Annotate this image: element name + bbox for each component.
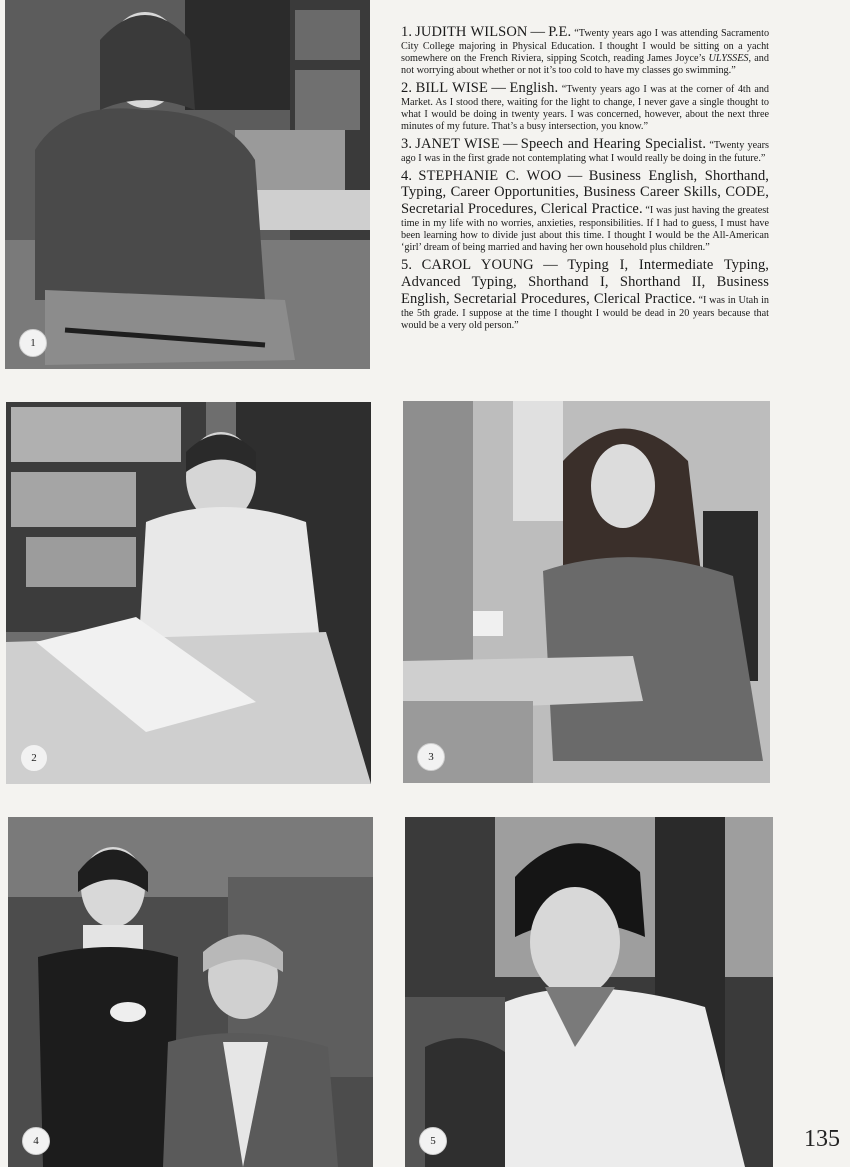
bio-subjects: English. [509,79,559,96]
photo-number-badge: 4 [22,1127,50,1155]
bio-quote: “Twenty years ago I was at the corner of 4th and Market. As I stood there, waiting for the light to change, I never gave a single thought to what I would be doing in twenty years. I was concerned, however, about the next three minutes of my future. That’s a busy intersection, you know.” [401,83,770,132]
photo-number-badge: 1 [19,329,47,357]
bio-name: JUDITH WILSON [415,24,528,40]
bio-subjects: P.E. [548,24,572,40]
photo-scene [405,817,773,1167]
photo-judith-wilson [5,0,370,369]
bio-subjects: Business English, Shorthand, Typing, Career Opportunities, Business Career Skills, CODE, Secretarial Procedures, Clerical Practice. [401,167,770,218]
bio-dash: — [530,24,546,40]
bio-entry [401,136,769,165]
bio-name: STEPHANIE C. WOO [418,167,562,184]
bio-entry [401,168,769,255]
page-number: 135 [804,1126,840,1152]
bio-entry [401,80,769,133]
bio-entry [401,24,769,77]
bio-name: JANET WISE [415,135,500,152]
photo-number-badge: 2 [20,744,48,772]
faculty-bios [401,24,769,335]
bio-subjects: Speech and Hearing Specialist. [520,135,707,152]
photo-scene [8,817,373,1167]
bio-number: 5. [401,257,413,274]
photo-carol-young [405,817,773,1167]
bio-quote: “Twenty years ago I was attending Sacramento City College majoring in Physical Education. I thought I would be sitting on a yacht somewhere on the French Riviera, sipping Scotch, reading James Joyce’s ULYSSES, and not worrying about whether or not it’s too cold to have my classes go swimming.” [401,28,770,76]
bio-quote: “Twenty years ago I was in the first grade not contemplating what I would really be doing in the future.” [401,139,769,164]
photo-number-badge: 3 [417,743,445,771]
photo-janet-wise [403,401,770,783]
bio-dash: — [502,135,518,152]
photo-number-badge: 5 [419,1127,447,1155]
bio-subjects: Typing I, Intermediate Typing, Advanced Typing, Shorthand I, Shorthand II, Business English, Secretarial Procedures, Clerical Practice. [401,257,770,307]
bio-entry [401,257,769,332]
bio-dash: — [491,79,507,96]
bio-quote: “I was in Utah in the 5th grade. I suppose at the time I thought I would be dead in 20 years because that would be a very old person.” [401,294,769,331]
photo-scene [6,402,371,784]
bio-name: CAROL YOUNG [421,257,534,274]
photo-scene [403,401,770,783]
bio-name: BILL WISE [415,79,488,96]
photo-bill-wise [6,402,371,784]
bio-number: 1. [401,24,413,40]
bio-number: 2. [401,79,413,96]
bio-dash: — [567,167,583,184]
bio-number: 3. [401,135,413,152]
photo-stephanie-woo [8,817,373,1167]
photo-scene [5,0,370,369]
bio-dash: — [543,257,558,274]
bio-number: 4. [401,167,413,184]
bio-quote: “I was just having the greatest time in my life with no worries, anxieties, responsibilities. If I had to guess, I must have been learning how to divide just about this time. I thought I would be the All-American ‘girl’ dream of being married and having her own household plus children.” [401,205,770,254]
